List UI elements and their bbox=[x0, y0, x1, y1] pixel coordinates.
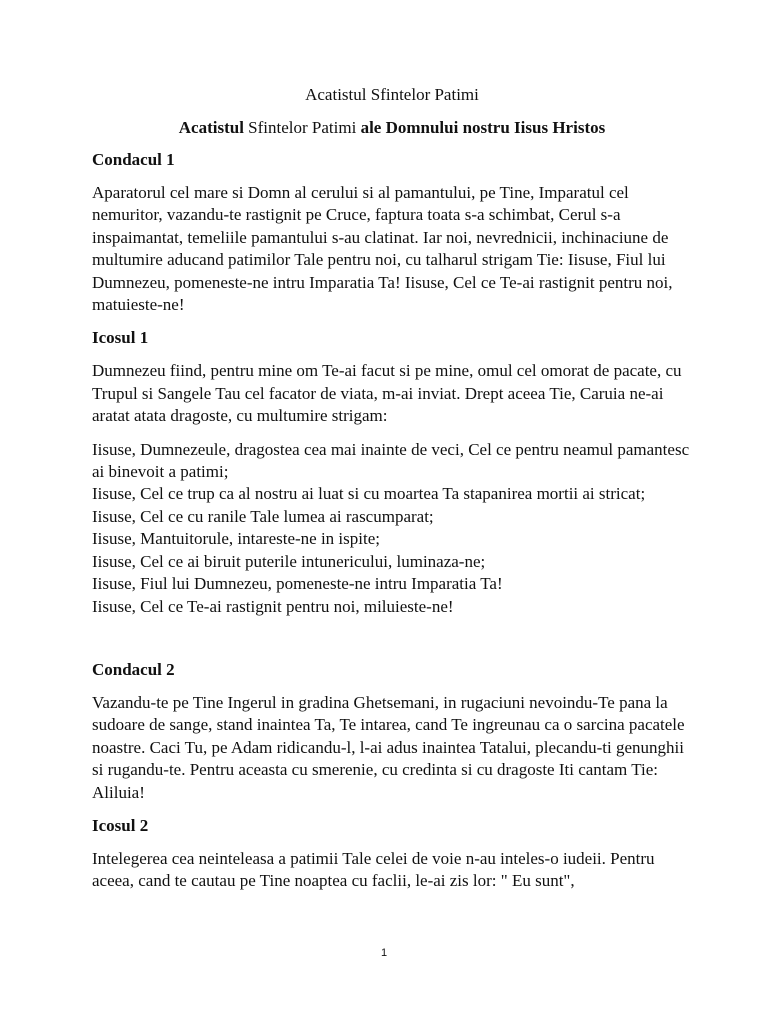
section-heading-condacul-1: Condacul 1 bbox=[92, 150, 175, 169]
section-heading-icosul-1: Icosul 1 bbox=[92, 328, 149, 348]
paragraph-condacul-2: Vazandu-te pe Tine Ingerul in gradina Ghetsemani, in rugaciuni nevoindu-Te pana la sudoare de sange, stand inaintea Ta, Te intarea, cand Te ingreunau ca o sarcina pacatele noastre. Caci Tu, pe Adam ridicandu-l, l-ai adus inaintea Tatalui, plecandu-ti genunghii si rugandu-te. Pentru aceasta cu smerenie, cu credinta si cu dragoste Iti cantam Tie: Aliluia! bbox=[92, 692, 685, 802]
document-header-title: Acatistul Sfintelor Patimi bbox=[305, 85, 479, 104]
invocation-line: Iisuse, Cel ce trup ca al nostru ai luat si cu moartea Ta stapanirea mortii ai stricat; bbox=[92, 484, 646, 504]
invocation-list bbox=[92, 439, 692, 618]
title-bold-acatistul: Acatistul bbox=[178, 118, 244, 137]
paragraph-condacul-1: Aparatorul cel mare si Domn al cerului si al pamantului, pe Tine, Imparatul cel nemuritor, vazandu-te rastignit pe Cruce, faptura toata s-a schimbat, Cerul s-a inspaimantat, temeliile pamantului s-au clatinat. Iar noi, nevrednicii, inchinaciune de multumire aducand patimilor Tale pentru noi, cu talharul strigam Tie: Iisuse, Fiul lui Dumnezeu, pomeneste-ne intru Imparatia Ta! Iisuse, Cel ce Te-ai rastignit pentru noi, matuieste-ne! bbox=[92, 183, 673, 315]
invocation-line: Iisuse, Cel ce ai biruit puterile intunericului, luminaza-ne; bbox=[92, 551, 486, 571]
paragraph-icosul-1: Dumnezeu fiind, pentru mine om Te-ai facut si pe mine, omul cel omorat de pacate, cu Trupul si Sangele Tau cel facator de viata, m-ai inviat. Drept aceea Tie, Caruia ne-ai aratat atata dragoste, cu multumire strigam: bbox=[92, 361, 682, 426]
section-heading-condacul-2: Condacul 2 bbox=[92, 659, 175, 679]
paragraph-icosul-2: Intelegerea cea neinteleasa a patimii Tale celei de voie n-au inteles-o iudeii. Pentru aceea, cand te cautau pe Tine noaptea cu faclii, le-ai zis lor: " Eu sunt", bbox=[92, 848, 655, 891]
invocation-line: Iisuse, Mantuitorule, intareste-ne in ispite; bbox=[92, 529, 380, 549]
title-regular-part: Sfintelor Patimi bbox=[243, 118, 361, 137]
page-number: 1 bbox=[380, 947, 388, 959]
document-title bbox=[92, 117, 692, 139]
section-heading-icosul-2: Icosul 2 bbox=[92, 815, 149, 835]
invocation-line: Iisuse, Fiul lui Dumnezeu, pomeneste-ne intru Imparatia Ta! bbox=[92, 574, 503, 594]
title-bold-domnului: ale Domnului nostru Iisus Hristos bbox=[360, 118, 606, 137]
document-page bbox=[92, 84, 692, 904]
section-spacer bbox=[92, 629, 692, 659]
invocation-line: Iisuse, Cel ce Te-ai rastignit pentru noi, miluieste-ne! bbox=[92, 596, 454, 616]
invocation-line: Iisuse, Dumnezeule, dragostea cea mai inainte de veci, Cel ce pentru neamul pamantesc ai binevoit a patimi; bbox=[92, 439, 690, 482]
invocation-line: Iisuse, Cel ce cu ranile Tale lumea ai rascumparat; bbox=[92, 506, 434, 526]
